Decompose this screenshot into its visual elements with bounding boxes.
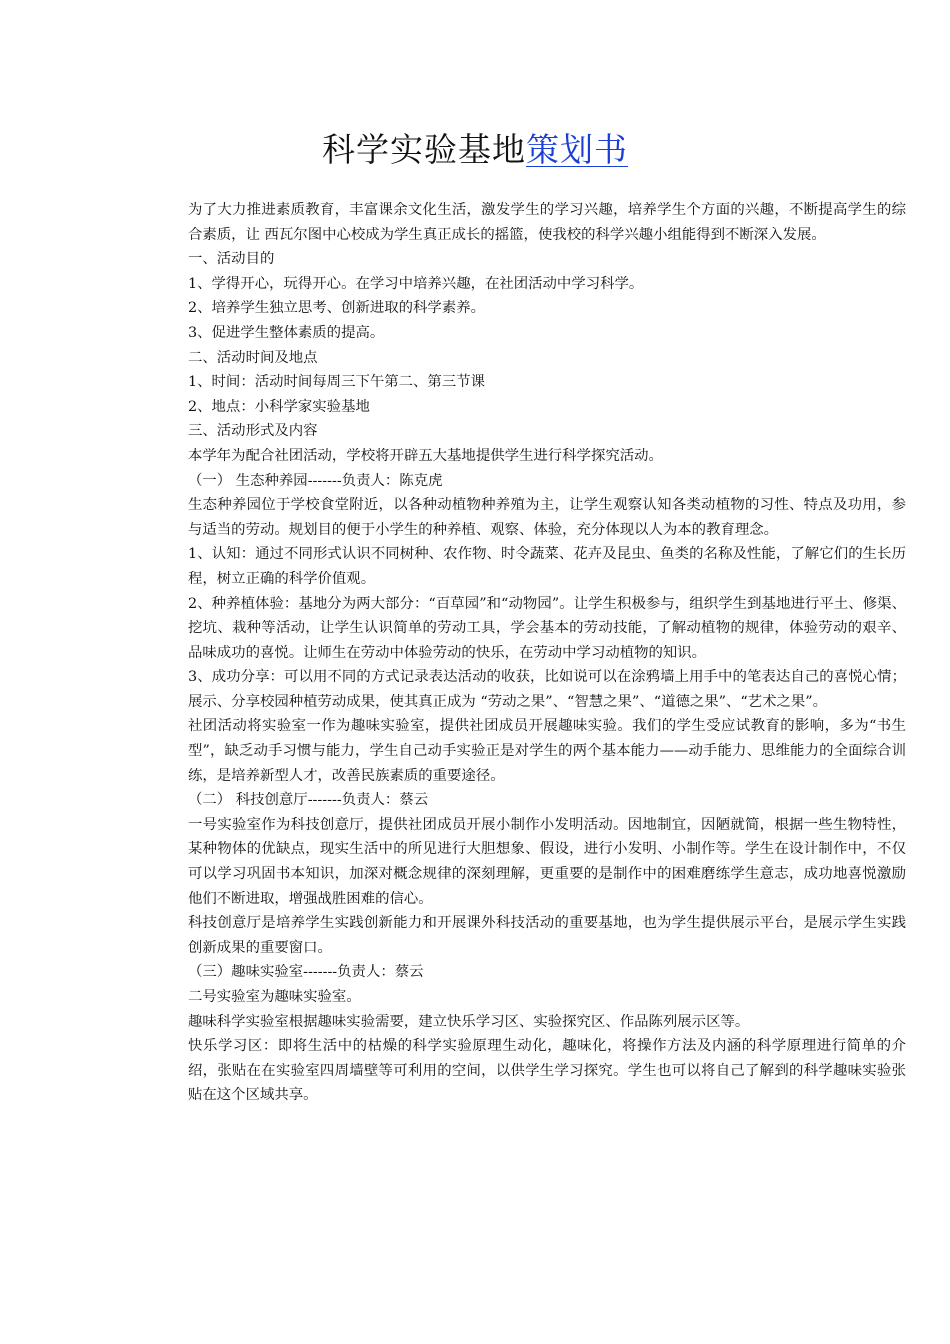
goal-item-2: 2、培养学生独立思考、创新进取的科学素养。: [188, 300, 485, 317]
subsection-heading-ecology-garden: （一） 生态种养园-------负责人：陈克虎: [188, 472, 443, 489]
tech-hall-summary: 科技创意厅是培养学生实践创新能力和开展课外科技活动的重要基地，也为学生提供展示平台，是展示学生实践创新成果的重要窗口。: [188, 915, 906, 956]
ecology-item-planting: 2、种养植体验：基地分为两大部分：“百草园”和“动物园”。让学生积极参与，组织学生到基地进行平土、修渠、挖坑、栽种等活动，让学生认识简单的劳动工具，学会基本的劳动技能，了解动植物的规律，体验劳动的艰辛、品味成功的喜悦。让师生在劳动中体验劳动的快乐，在劳动中学习动植物的知识。: [188, 595, 906, 661]
fun-lab-zones: 趣味科学实验室根据趣味实验需要，建立快乐学习区、实验探究区、作品陈列展示区等。: [188, 1013, 750, 1030]
title-text: 科学实验基地: [322, 130, 526, 169]
document-body: [188, 198, 906, 1108]
format-intro: 本学年为配合社团活动，学校将开辟五大基地提供学生进行科学探究活动。: [188, 447, 663, 464]
fun-lab-happy-learning-zone: 快乐学习区：即将生活中的枯燥的科学实验原理生动化，趣味化，将操作方法及内涵的科学原理进行简单的介绍，张贴在在实验室四周墙壁等可利用的空间，以供学生学习探究。学生也可以将自己了解到的科学趣味实验张贴在这个区域共享。: [188, 1038, 906, 1104]
tech-hall-description: 一号实验室作为科技创意厅，提供社团成员开展小制作小发明活动。因地制宜，因陋就简，根据一些生物特性，某种物体的优缺点，现实生活中的所见进行大胆想象、假设，进行小发明、小制作等。学生在设计制作中，不仅可以学习巩固书本知识，加深对概念规律的深刻理解，更重要的是制作中的困难磨练学生意志，成功地喜悦激励他们不断进取，增强战胜困难的信心。: [188, 816, 906, 907]
goal-item-1: 1、学得开心，玩得开心。在学习中培养兴趣，在社团活动中学习科学。: [188, 275, 644, 292]
lab-one-paragraph: 社团活动将实验室一作为趣味实验室，提供社团成员开展趣味实验。我们的学生受应试教育的影响，多为“书生型”，缺乏动手习惯与能力，学生自己动手实验正是对学生的两个基本能力——动手能力、思维能力的全面综合训练，是培养新型人才，改善民族素质的重要途径。: [188, 718, 906, 784]
ecology-item-cognition: 1、认知：通过不同形式认识不同树种、农作物、时令蔬菜、花卉及昆虫、鱼类的名称及性能，了解它们的生长历程，树立正确的科学价值观。: [188, 546, 906, 587]
section-heading-format: 三、活动形式及内容: [188, 423, 318, 440]
fun-lab-intro: 二号实验室为趣味实验室。: [188, 989, 361, 1005]
document-title: [0, 128, 950, 172]
ecology-item-sharing: 3、成功分享：可以用不同的方式记录表达活动的收获，比如说可以在涂鸦墙上用手中的笔表达自己的喜悦心情；展示、分享校园种植劳动成果，使其真正成为 “劳动之果”、“智慧之果”、“道德之果”、“艺术之果”。: [188, 669, 906, 710]
place-item: 2、地点：小科学家实验基地: [188, 398, 370, 415]
subsection-heading-fun-lab: （三）趣味实验室-------负责人：蔡云: [188, 964, 424, 981]
goal-item-3: 3、促进学生整体素质的提高。: [188, 324, 385, 341]
intro-paragraph: 为了大力推进素质教育，丰富课余文化生活，激发学生的学习兴趣，培养学生个方面的兴趣，不断提高学生的综合素质，让 西瓦尔图中心校成为学生真正成长的摇篮，使我校的科学兴趣小组能得到不断深入发展。: [188, 202, 906, 243]
ecology-garden-description: 生态种养园位于学校食堂附近，以各种动植物种养殖为主，让学生观察认知各类动植物的习性、特点及功用，参与适当的劳动。规划目的便于小学生的种养植、观察、体验，充分体现以人为本的教育理念。: [188, 497, 906, 538]
title-link[interactable]: 策划书: [526, 130, 628, 169]
subsection-heading-tech-hall: （二） 科技创意厅-------负责人：蔡云: [188, 792, 429, 809]
section-heading-goals: 一、活动目的: [188, 251, 275, 268]
time-item: 1、时间：活动时间每周三下午第二、第三节课: [188, 374, 485, 391]
section-heading-time-place: 二、活动时间及地点: [188, 349, 318, 366]
